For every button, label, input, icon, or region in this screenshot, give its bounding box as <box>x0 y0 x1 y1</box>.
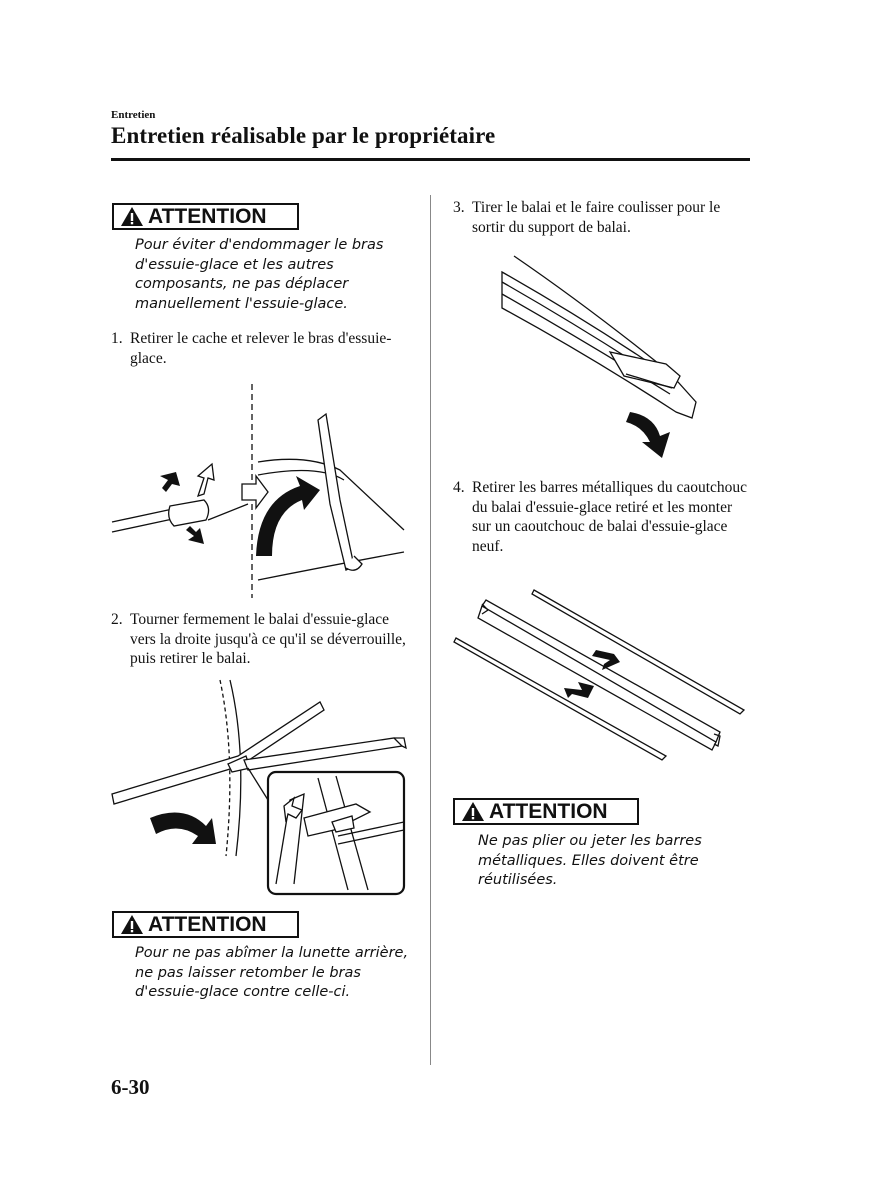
step-number: 4. <box>453 479 465 496</box>
column-divider <box>430 195 431 1065</box>
attention-label: ATTENTION <box>489 799 608 823</box>
step-number: 2. <box>111 611 123 628</box>
step-number: 3. <box>453 199 465 216</box>
step-number: 1. <box>111 330 123 347</box>
step-text: Retirer les barres métalliques du caoutchouc du balai d'essuie-glace retiré et les monter sur un caoutchouc de balai d'essuie-glace neuf. <box>472 479 748 555</box>
page-title: Entretien réalisable par le propriétaire <box>111 123 496 148</box>
section-label: Entretien <box>111 109 156 121</box>
step-text: Tirer le balai et le faire coulisser pour le sortir du support de balai. <box>472 199 721 236</box>
step-1 <box>111 329 411 368</box>
figure-slide-blade <box>490 252 710 462</box>
step-text: Tourner fermement le balai d'essuie-glace vers la droite jusqu'à ce qu'il se déverrouille, puis retirer le balai. <box>130 611 406 667</box>
attention-label: ATTENTION <box>148 912 267 936</box>
title-rule <box>111 158 750 161</box>
step-4 <box>453 478 753 556</box>
warning-triangle-icon <box>120 914 144 935</box>
attention-box-3 <box>453 798 639 825</box>
step-2 <box>111 610 411 669</box>
attention-box-2 <box>112 911 299 938</box>
attention-text-1: Pour éviter d'endommager le bras d'essuie-glace et les autres composants, ne pas déplacer manuellement l'essuie-glace. <box>135 237 384 312</box>
figure-lift-wiper-arm <box>108 380 410 602</box>
step-text: Retirer le cache et relever le bras d'essuie-glace. <box>130 330 392 367</box>
attention-text-3: Ne pas plier ou jeter les barres métalliques. Elles doivent être réutilisées. <box>478 833 702 888</box>
step-3 <box>453 198 753 237</box>
attention-box-1 <box>112 203 299 230</box>
attention-label: ATTENTION <box>148 204 267 228</box>
warning-triangle-icon <box>461 801 485 822</box>
attention-text-2: Pour ne pas abîmer la lunette arrière, ne pas laisser retomber le bras d'essuie-glace contre celle-ci. <box>135 945 409 1000</box>
figure-metal-bars <box>452 586 752 758</box>
warning-triangle-icon <box>120 206 144 227</box>
page-number: 6-30 <box>111 1075 150 1099</box>
figure-rotate-blade <box>108 676 410 898</box>
